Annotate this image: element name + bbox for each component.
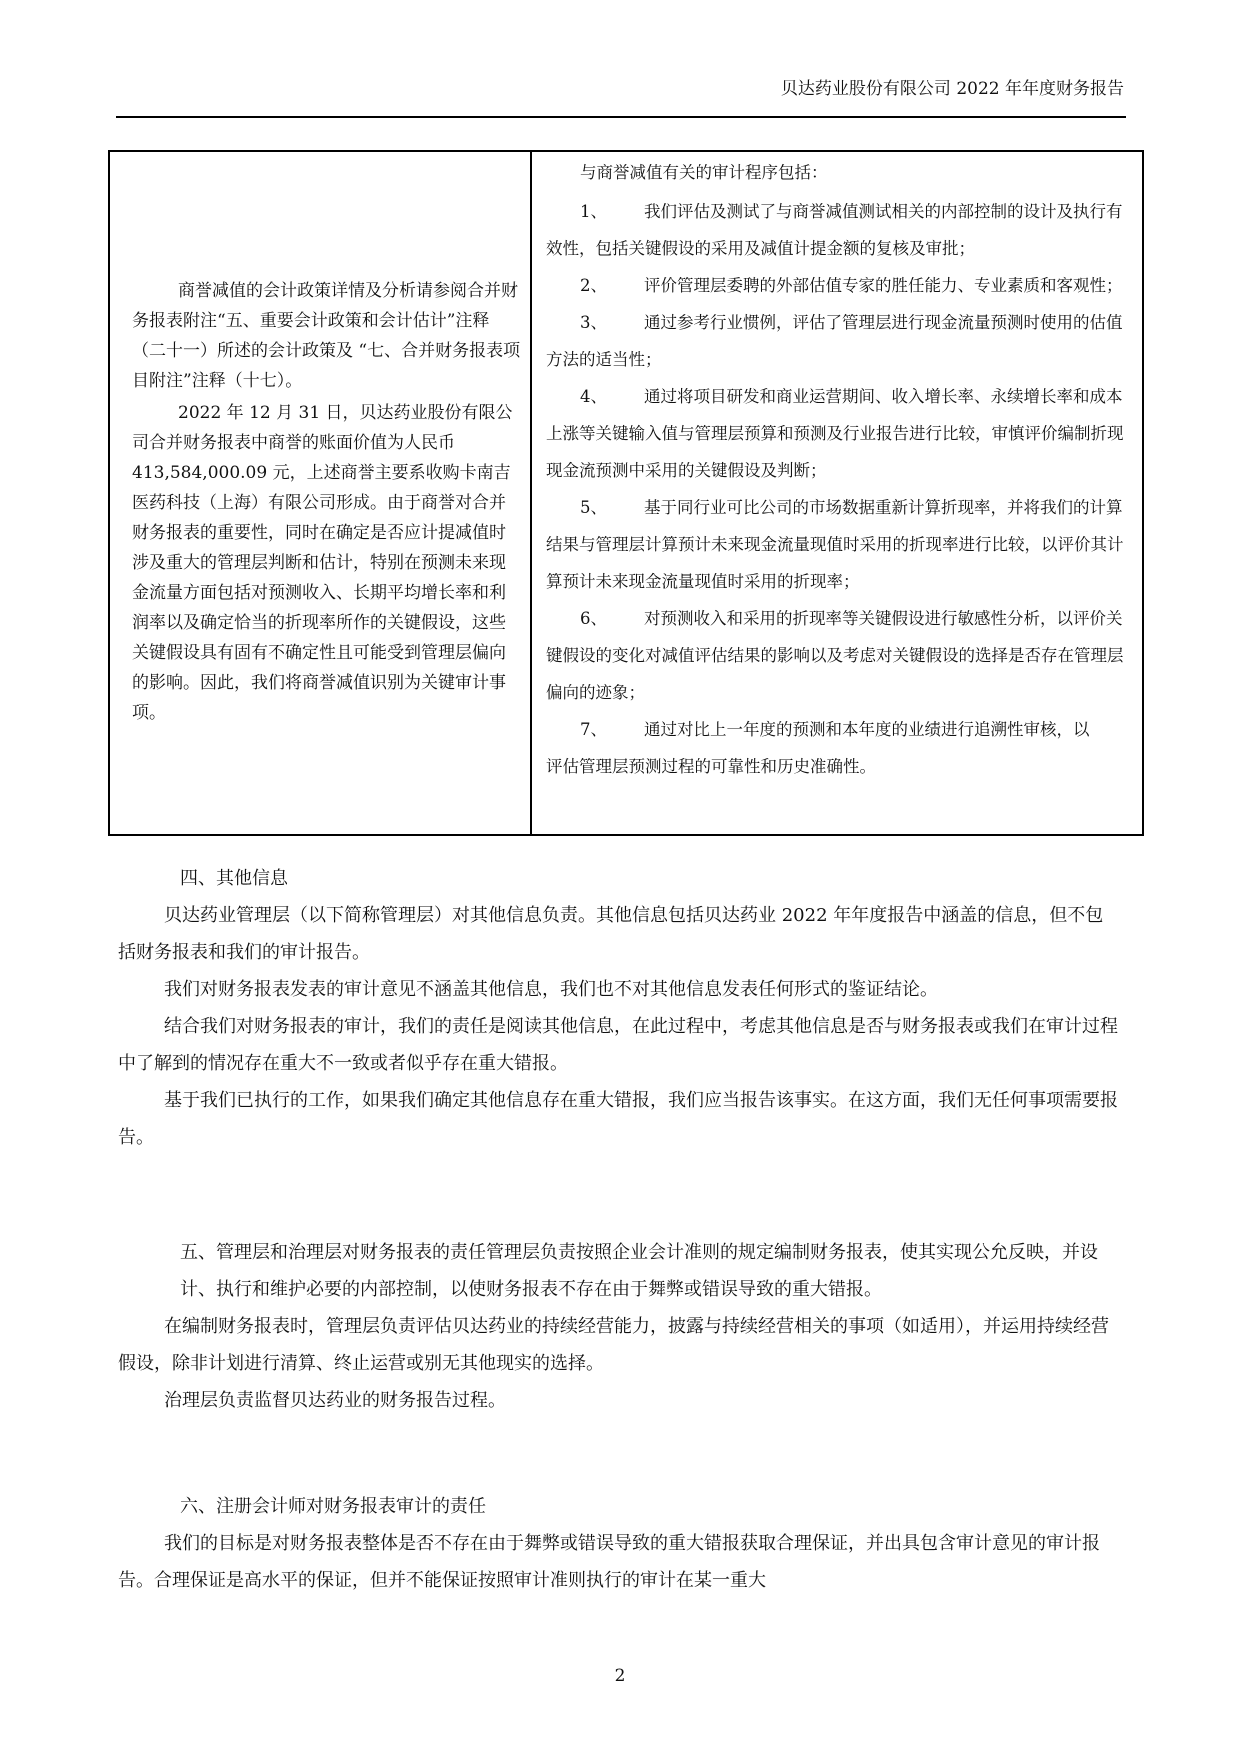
- procedure-number: 3、: [580, 313, 607, 332]
- procedure-text: 评价管理层委聘的外部估值专家的胜任能力、专业素质和客观性；: [644, 276, 1123, 295]
- section-heading: 四、其他信息: [180, 868, 288, 889]
- procedure-text: 通过将项目研发和商业运营期间、收入增长率、永续增长率和成本上涨等关键输入值与管理层预算和预测及行业报告进行比较，审慎评价编制折现现金流预测中采用的关键假设及判断；: [546, 387, 1124, 480]
- procedure-text: 通过对比上一年度的预测和本年度的业绩进行追溯性审核，以: [644, 720, 1090, 739]
- audit-procedures-cell: [532, 152, 1142, 834]
- body-paragraph: 在编制财务报表时，管理层负责评估贝达药业的持续经营能力，披露与持续经营相关的事项（如适用），并运用持续经营假设，除非计划进行清算、终止运营或别无其他现实的选择。: [118, 1316, 1109, 1374]
- procedure-item: [546, 711, 1132, 748]
- body-paragraph: 结合我们对财务报表的审计，我们的责任是阅读其他信息，在此过程中，考虑其他信息是否与财务报表或我们在审计过程中了解到的情况存在重大不一致或者似乎存在重大错报。: [118, 1016, 1118, 1074]
- procedure-text: 通过参考行业惯例，评估了管理层进行现金流量预测时使用的估值方法的适当性；: [546, 313, 1123, 369]
- procedure-item: [546, 193, 1132, 267]
- section-other-information: [118, 860, 1118, 1156]
- procedure-tail: 评估管理层预测过程的可靠性和历史准确性。: [546, 757, 876, 776]
- procedure-item: [546, 489, 1132, 600]
- procedures-intro: 与商誉减值有关的审计程序包括：: [580, 163, 828, 182]
- procedure-text: 对预测收入和采用的折现率等关键假设进行敏感性分析，以评价关键假设的变化对减值评估结果的影响以及考虑对关键假设的选择是否存在管理层偏向的迹象；: [546, 609, 1124, 702]
- key-audit-matter-table: [108, 150, 1144, 836]
- procedure-text: 基于同行业可比公司的市场数据重新计算折现率，并将我们的计算结果与管理层计算预计未来现金流量现值时采用的折现率进行比较，以评价其计算预计未来现金流量现值时采用的折现率；: [546, 498, 1124, 591]
- body-paragraph: 治理层负责监督贝达药业的财务报告过程。: [164, 1390, 506, 1411]
- page-number: 2: [614, 1666, 626, 1686]
- matter-description-cell: [110, 152, 532, 834]
- procedure-number: 7、: [580, 720, 607, 739]
- matter-paragraph: 2022 年 12 月 31 日，贝达药业股份有限公司合并财务报表中商誉的账面价值为人民币 413,584,000.09 元，上述商誉主要系收购卡南吉医药科技（上海）有限公司形成。由于商誉对合并财务报表的重要性，同时在确定是否应计提减值时涉及重大的管理层判断和估计，特别在预测未来现金流量方面包括对预测收入、长期平均增长率和利润率以及确定恰当的折现率所作的关键假设，这些关键假设具有固有不确定性且可能受到管理层偏向的影响。因此，我们将商誉减值识别为关键审计事项。: [132, 403, 513, 723]
- matter-paragraph: 商誉减值的会计政策详情及分析请参阅合并财务报表附注“五、重要会计政策和会计估计”注释（二十一）所述的会计政策及 “七、合并财务报表项目附注”注释（十七）。: [132, 281, 521, 391]
- section-heading: 六、注册会计师对财务报表审计的责任: [180, 1496, 486, 1517]
- body-paragraph: 我们对财务报表发表的审计意见不涵盖其他信息，我们也不对其他信息发表任何形式的鉴证结论。: [164, 979, 938, 1000]
- section-heading: 五、管理层和治理层对财务报表的责任管理层负责按照企业会计准则的规定编制财务报表，使其实现公允反映，并设计、执行和维护必要的内部控制，以使财务报表不存在由于舞弊或错误导致的重大错报。: [180, 1242, 1098, 1300]
- header-title: 贝达药业股份有限公司 2022 年年度财务报告: [780, 79, 1124, 99]
- procedure-text: 我们评估及测试了与商誉减值测试相关的内部控制的设计及执行有效性，包括关键假设的采用及减值计提金额的复核及审批；: [546, 202, 1123, 258]
- procedure-number: 5、: [580, 498, 607, 517]
- procedure-item: [546, 267, 1132, 304]
- procedure-item: [546, 600, 1132, 711]
- procedure-number: 1、: [580, 202, 607, 221]
- page-header: [116, 66, 1126, 118]
- body-paragraph: 我们的目标是对财务报表整体是否不存在由于舞弊或错误导致的重大错报获取合理保证，并出具包含审计意见的审计报告。合理保证是高水平的保证，但并不能保证按照审计准则执行的审计在某一重大: [118, 1533, 1100, 1591]
- section-management-responsibility: [118, 1234, 1118, 1419]
- procedure-number: 4、: [580, 387, 607, 406]
- procedure-item: [546, 378, 1132, 489]
- section-auditor-responsibility: [118, 1488, 1118, 1599]
- procedure-number: 6、: [580, 609, 607, 628]
- body-paragraph: 贝达药业管理层（以下简称管理层）对其他信息负责。其他信息包括贝达药业 2022 年年度报告中涵盖的信息，但不包括财务报表和我们的审计报告。: [118, 905, 1104, 963]
- body-paragraph: 基于我们已执行的工作，如果我们确定其他信息存在重大错报，我们应当报告该事实。在这方面，我们无任何事项需要报告。: [118, 1090, 1118, 1148]
- procedure-item: [546, 304, 1132, 378]
- procedure-number: 2、: [580, 276, 607, 295]
